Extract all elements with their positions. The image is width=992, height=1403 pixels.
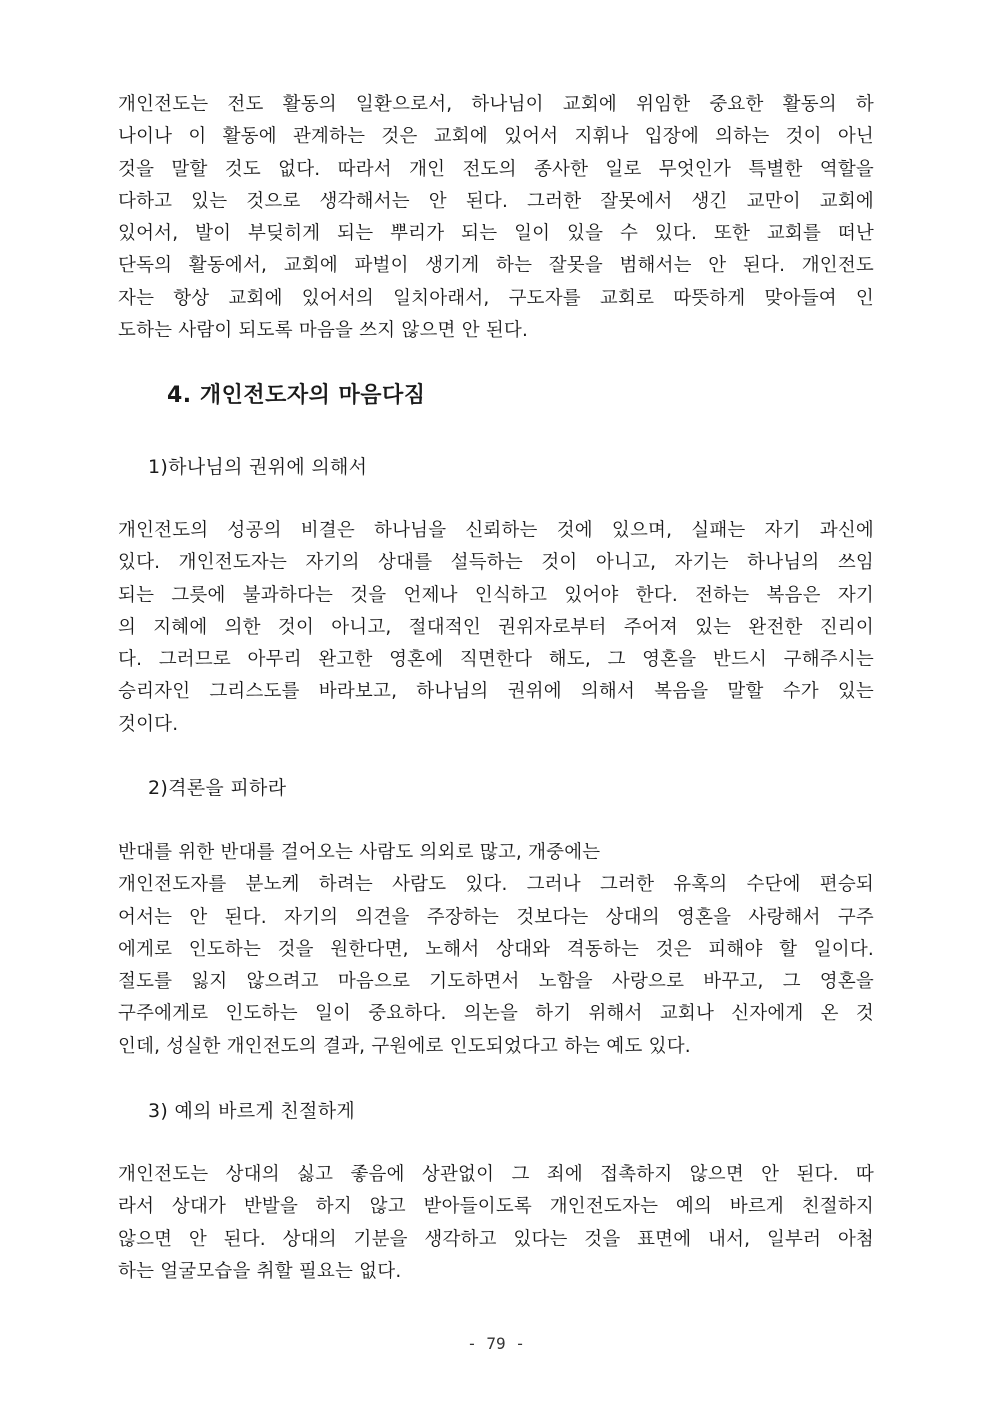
text-line: 반대를 위한 반대를 걸어오는 사람도 의외로 많고, 개중에는 [118,842,601,863]
text-line: 단독의 활동에서, 교회에 파벌이 생기게 하는 잘못을 범해서는 안 된다. 개인전도 [118,255,874,277]
text-line: 라서 상대가 반발을 하지 않고 받아들이도록 개인전도자는 예의 바르게 친절하지 [118,1196,874,1218]
subsection-heading-1: 1)하나님의 권위에 의해서 [148,456,368,478]
text-line: 어서는 안 된다. 자기의 의견을 주장하는 것보다는 상대의 영혼을 사랑해서 구주 [118,906,874,928]
text-line: 도하는 사람이 되도록 마음을 쓰지 않으면 안 된다. [118,320,529,342]
text-line: 있어서, 발이 부딪히게 되는 뿌리가 되는 일이 있을 수 있다. 또한 교회를 떠난 [118,223,874,245]
text-line: 다하고 있는 것으로 생각해서는 안 된다. 그러한 잘못에서 생긴 교만이 교회에 [118,190,874,212]
paragraph-authority [118,515,874,741]
subsection-heading-2: 2)격론을 피하라 [148,777,287,799]
paragraph-intro [118,89,874,347]
paragraph-courtesy [118,1159,874,1288]
text-line: 것이다. [118,713,179,735]
text-line: 자는 항상 교회에 있어서의 일치아래서, 구도자를 교회로 따뜻하게 맞아들여 인 [118,287,874,309]
text-line: 에게로 인도하는 것을 원한다면, 노해서 상대와 격동하는 것은 피해야 할 일이다. [118,938,874,960]
text-line: 개인전도는 상대의 싫고 좋음에 상관없이 그 죄에 접촉하지 않으면 안 된다. 따 [118,1164,874,1185]
text-line: 인데, 성실한 개인전도의 결과, 구원에로 인도되었다고 하는 예도 있다. [118,1035,691,1057]
text-line: 되는 그릇에 불과하다는 것을 언제나 인식하고 있어야 한다. 전하는 복음은 자기 [118,584,874,606]
text-line: 구주에게로 인도하는 일이 중요하다. 의논을 하기 위해서 교회나 신자에게 온 것 [118,1003,874,1025]
text-line: 나이나 이 활동에 관계하는 것은 교회에 있어서 지휘나 입장에 의하는 것이 아닌 [118,126,874,148]
text-line: 절도를 잃지 않으려고 마음으로 기도하면서 노함을 사랑으로 바꾸고, 그 영혼을 [118,971,874,993]
text-line: 하는 얼굴모습을 취할 필요는 없다. [118,1260,402,1282]
subsection-heading-3: 3) 예의 바르게 친절하게 [148,1100,356,1122]
text-line: 개인전도는 전도 활동의 일환으로서, 하나님이 교회에 위임한 중요한 활동의 하 [118,94,874,115]
paragraph-avoid-argument [118,837,874,1063]
text-line: 개인전도의 성공의 비결은 하나님을 신뢰하는 것에 있으며, 실패는 자기 과신에 [118,520,874,541]
text-line: 승리자인 그리스도를 바라보고, 하나님의 권위에 의해서 복음을 말할 수가 있는 [118,681,874,703]
text-line: 것을 말할 것도 없다. 따라서 개인 전도의 종사한 일로 무엇인가 특별한 역할을 [118,158,874,180]
text-line: 개인전도자를 분노케 하려는 사람도 있다. 그러나 그러한 유혹의 수단에 편승되 [118,874,874,896]
text-line: 있다. 개인전도자는 자기의 상대를 설득하는 것이 아니고, 자기는 하나님의 쓰임 [118,552,874,574]
text-line: 의 지혜에 의한 것이 아니고, 절대적인 권위자로부터 주어져 있는 완전한 진리이 [118,616,874,638]
page-number: - 79 - [467,1334,525,1353]
text-line: 다. 그러므로 아무리 완고한 영혼에 직면한다 해도, 그 영혼을 반드시 구해주시는 [118,649,874,671]
text-line: 않으면 안 된다. 상대의 기분을 생각하고 있다는 것을 표면에 내서, 일부러 아첨 [118,1228,874,1250]
section-heading: 4. 개인전도자의 마음다짐 [167,383,426,408]
